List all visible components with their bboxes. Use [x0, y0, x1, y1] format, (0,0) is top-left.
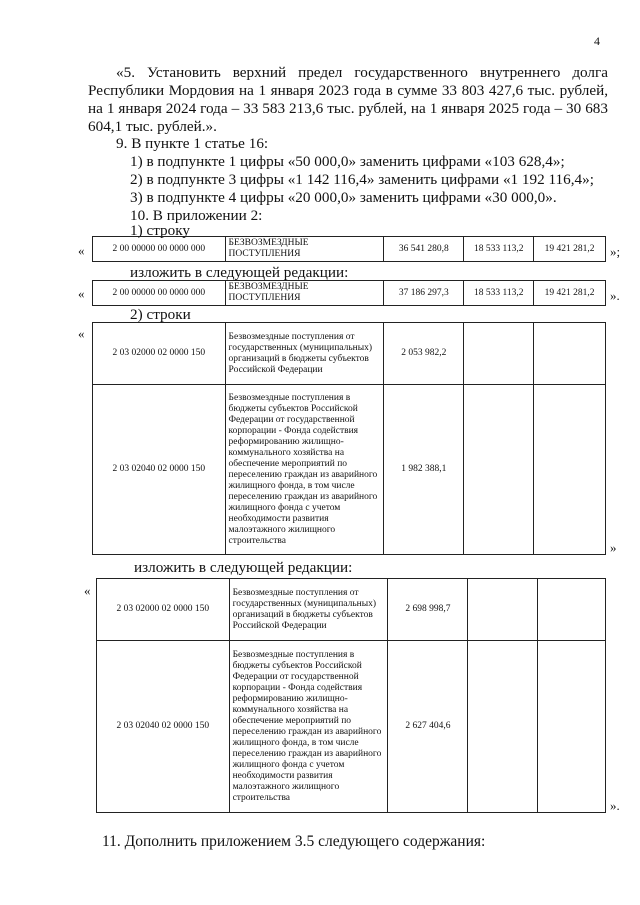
- item10-sub1: 1) строку: [130, 222, 190, 239]
- table-row: [97, 641, 606, 813]
- row-value-2023: 36 541 280,8: [384, 237, 464, 262]
- quote-open: «: [78, 286, 85, 301]
- quote-close: ».: [610, 798, 620, 813]
- quote-close: »;: [610, 244, 621, 259]
- row-code: 2 00 00000 00 0000 000: [93, 281, 226, 306]
- row-value-2025: [538, 641, 606, 813]
- row-code: 2 03 02000 02 0000 150: [93, 323, 226, 385]
- row-value-2025: 19 421 281,2: [534, 281, 606, 306]
- row-value-2024: [464, 385, 534, 555]
- row-value-2025: [534, 385, 606, 555]
- row-name: Безвозмездные поступления от государственных (муниципальных) организаций в бюджеты субъектов Российской Федерации: [225, 323, 384, 385]
- row-value-2024: [468, 579, 538, 641]
- row-value-2023: 2 627 404,6: [388, 641, 468, 813]
- row-name: Безвозмездные поступления в бюджеты субъектов Российской Федерации от государственной корпорации - Фонда содействия реформированию жилищно-коммунального хозяйства на обеспечение мероприятий по переселению граждан из аварийного жилищного фонда, в том числе переселению граждан из аварийного жилищного фонда с учетом необходимости развития малоэтажного жилищного строительства: [229, 641, 388, 813]
- table-row: [93, 237, 606, 262]
- quote-open: «: [78, 243, 85, 258]
- page-number: 4: [594, 34, 600, 48]
- row-code: 2 03 02040 02 0000 150: [97, 641, 230, 813]
- table-row: [93, 323, 606, 385]
- table-old-rows: [92, 322, 606, 555]
- table-row: [93, 281, 606, 306]
- row-value-2024: 18 533 113,2: [464, 237, 534, 262]
- item11: 11. Дополнить приложением 3.5 следующего содержания:: [102, 833, 486, 850]
- row-code: 2 03 02000 02 0000 150: [97, 579, 230, 641]
- row-value-2024: [464, 323, 534, 385]
- item9-sub1: 1) в подпункте 1 цифры «50 000,0» заменить цифрами «103 628,4»;: [130, 153, 565, 170]
- row-code: 2 03 02040 02 0000 150: [93, 385, 226, 555]
- table-row: [93, 385, 606, 555]
- row-name: Безвозмездные поступления в бюджеты субъектов Российской Федерации от государственной корпорации - Фонда содействия реформированию жилищно-коммунального хозяйства на обеспечение мероприятий по переселению граждан из аварийного жилищного фонда, в том числе переселению граждан из аварийного жилищного фонда с учетом необходимости развития малоэтажного жилищного строительства: [225, 385, 384, 555]
- table-new-rows: [96, 578, 606, 813]
- quote-open: «: [84, 583, 91, 598]
- intro-paragraph: «5. Установить верхний предел государственного внутреннего долга Республики Мордовия на 1 января 2023 года в сумме 33 803 427,6 тыс. рублей, на 1 января 2024 года – 33 583 213,6 тыс. рублей, на 1 января 2025 года – 30 683 604,1 тыс. рублей.».: [88, 64, 608, 135]
- table-row-old-total: [92, 236, 606, 262]
- quote-close: ».: [610, 288, 620, 303]
- quote-close: »: [610, 540, 617, 555]
- item10-sub2: 2) строки: [130, 306, 191, 323]
- item10-title: 10. В приложении 2:: [130, 207, 263, 224]
- table-row-new-total: [92, 280, 606, 306]
- replace-label-1: изложить в следующей редакции:: [130, 264, 349, 281]
- row-name: БЕЗВОЗМЕЗДНЫЕ ПОСТУПЛЕНИЯ: [225, 281, 384, 306]
- row-value-2023: 2 053 982,2: [384, 323, 464, 385]
- row-name: БЕЗВОЗМЕЗДНЫЕ ПОСТУПЛЕНИЯ: [225, 237, 384, 262]
- row-value-2023: 2 698 998,7: [388, 579, 468, 641]
- row-value-2023: 37 186 297,3: [384, 281, 464, 306]
- quote-open: «: [78, 326, 85, 341]
- item9-title: 9. В пункте 1 статье 16:: [116, 135, 269, 152]
- row-value-2023: 1 982 388,1: [384, 385, 464, 555]
- replace-label-2: изложить в следующей редакции:: [134, 559, 353, 576]
- row-value-2025: [534, 323, 606, 385]
- row-code: 2 00 00000 00 0000 000: [93, 237, 226, 262]
- table-row: [97, 579, 606, 641]
- item9-sub2: 2) в подпункте 3 цифры «1 142 116,4» заменить цифрами «1 192 116,4»;: [130, 171, 594, 188]
- row-value-2025: [538, 579, 606, 641]
- item9-sub3: 3) в подпункте 4 цифры «20 000,0» заменить цифрами «30 000,0».: [130, 189, 557, 206]
- row-name: Безвозмездные поступления от государственных (муниципальных) организаций в бюджеты субъектов Российской Федерации: [229, 579, 388, 641]
- row-value-2024: 18 533 113,2: [464, 281, 534, 306]
- row-value-2024: [468, 641, 538, 813]
- row-value-2025: 19 421 281,2: [534, 237, 606, 262]
